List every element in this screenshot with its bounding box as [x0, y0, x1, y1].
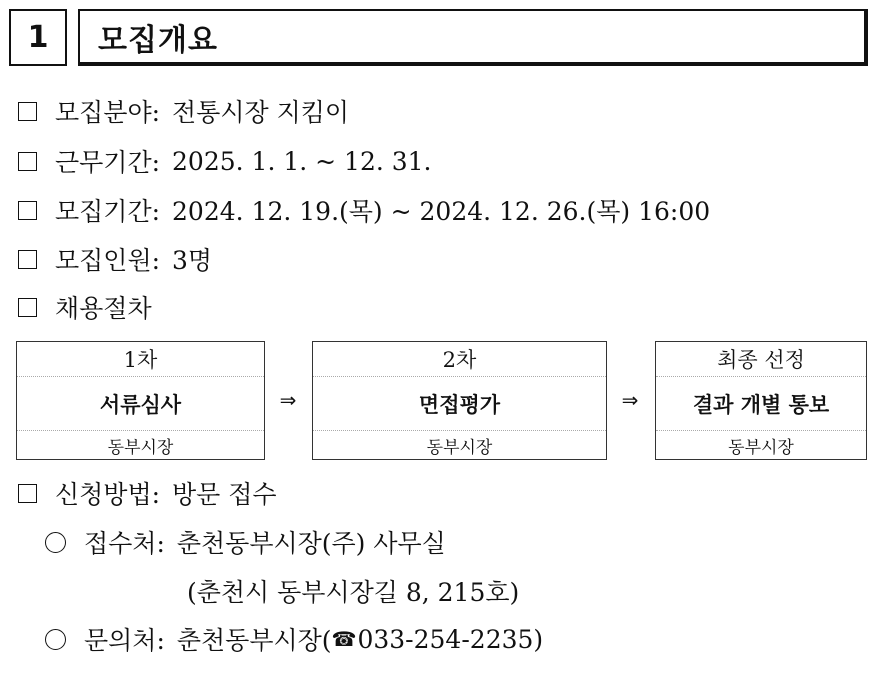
section-number: 1	[9, 9, 67, 66]
item-value: 춘천동부시장(주) 사무실	[176, 529, 446, 558]
square-bullet-icon	[18, 152, 37, 171]
item-recruit-field	[18, 94, 349, 128]
phone-icon: ☎	[331, 627, 357, 651]
inquiry-suffix: )	[533, 624, 544, 654]
item-recruit-period	[18, 193, 710, 227]
square-bullet-icon	[18, 201, 37, 220]
sub-item-reception	[45, 525, 446, 559]
item-value: 2025. 1. 1. ~ 12. 31.	[172, 146, 432, 176]
step-stage: 최종 선정	[656, 342, 866, 377]
step-name: 면접평가	[313, 377, 606, 431]
item-label: 모집기간:	[55, 197, 161, 226]
step-org: 동부시장	[728, 437, 794, 458]
step-name: 결과 개별 통보	[656, 377, 866, 431]
item-label: 채용절차	[55, 294, 152, 323]
phone-number: 033-254-2235	[357, 624, 534, 654]
item-value: 3명	[172, 246, 213, 275]
step-org: 동부시장	[107, 437, 174, 458]
item-label: 문의처:	[84, 626, 165, 655]
item-work-period	[18, 144, 432, 178]
double-arrow-icon: ⇒	[279, 388, 297, 412]
circle-bullet-icon	[45, 532, 66, 553]
item-value: (춘천시 동부시장길 8, 215호)	[187, 578, 520, 607]
item-label: 모집인원:	[55, 246, 161, 275]
square-bullet-icon	[18, 102, 37, 121]
item-apply-method	[18, 476, 277, 510]
item-value: 2024. 12. 19.(목) ~ 2024. 12. 26.(목) 16:00	[172, 197, 711, 226]
item-value: 방문 접수	[172, 480, 277, 509]
item-value: 전통시장 지킴이	[172, 98, 350, 127]
reception-address	[187, 574, 519, 608]
square-bullet-icon	[18, 298, 37, 317]
circle-bullet-icon	[45, 629, 66, 650]
item-label: 모집분야:	[55, 98, 161, 127]
item-label: 근무기간:	[55, 148, 161, 177]
inquiry-prefix: 춘천동부시장(	[176, 626, 332, 655]
procedure-step-2	[312, 341, 607, 460]
square-bullet-icon	[18, 250, 37, 269]
step-stage: 1차	[17, 342, 264, 377]
double-arrow-icon: ⇒	[621, 388, 639, 412]
procedure-step-final	[655, 341, 867, 460]
sub-item-inquiry	[45, 622, 543, 656]
procedure-step-1	[16, 341, 265, 460]
item-procedure	[18, 290, 152, 324]
step-name: 서류심사	[17, 377, 264, 431]
item-label: 신청방법:	[55, 480, 161, 509]
section-title: 모집개요	[78, 9, 868, 66]
item-label: 접수처:	[84, 529, 165, 558]
step-stage: 2차	[313, 342, 606, 377]
step-org: 동부시장	[426, 437, 493, 458]
square-bullet-icon	[18, 484, 37, 503]
item-headcount	[18, 242, 212, 276]
